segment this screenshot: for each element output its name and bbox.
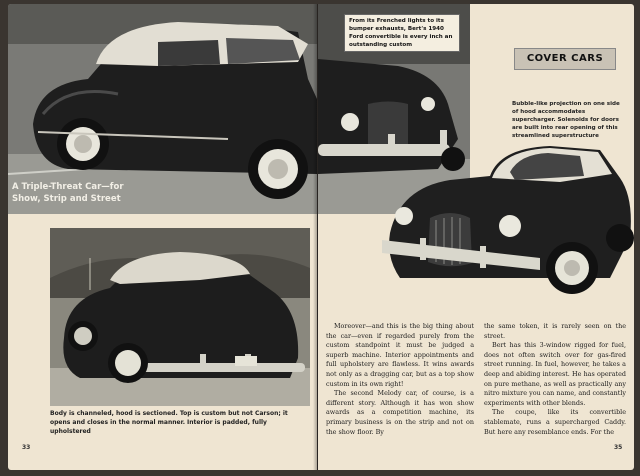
section-header: COVER CARS — [514, 48, 616, 70]
callout-side: Bubble-like projection on one side of hood accommodates supercharger. Solenoids for doors are built into rear opening of this streamlined superstructure — [512, 101, 620, 139]
photo-top-caption: A Triple-Threat Car—for Show, Strip and Street — [12, 182, 124, 204]
body-column-left — [326, 322, 474, 437]
right-page-number: 35 — [614, 444, 623, 451]
photo-convertible-rear — [50, 228, 310, 406]
rear-car-illustration — [50, 228, 310, 406]
photo-bottom-caption: Body is channeled, hood is sectioned. Top is custom but not Carson; it opens and closes in the normal manner. Interior is padded, fully upholstered — [50, 410, 288, 435]
right-page — [318, 4, 634, 470]
callout-top: From its Frenched lights to its bumper exhausts, Bert's 1940 Ford convertible is every inch an outstanding custom — [344, 14, 460, 52]
body-paragraph: Moreover—and this is the big thing about the car—even if regarded purely from the custom standpoint it must be judged a superb machine. Interior appointments and full upholstery are flawless. It wins awards not only as a dragging car, but as a top show custom in its own right! — [326, 322, 474, 388]
body-paragraph: The coupe, like its convertible stablemate, runs a supercharged Caddy. But here any resemblance ends. For the — [484, 408, 626, 436]
body-paragraph: Bert has this 3-window rigged for fuel, does not often switch over for gas-fired street running. In fuel, however, he takes a deep and abiding interest. He has operated on pure methane, as well as practically any nitro mixture you can name, and constantly experiments with other blends. — [484, 341, 626, 407]
coupe-illustration — [380, 138, 634, 308]
left-page-number: 33 — [22, 444, 31, 451]
photo-convertible-top — [8, 4, 317, 214]
body-column-right — [484, 322, 626, 437]
left-page — [8, 4, 317, 470]
body-paragraph: The second Melody car, of course, is a different story. Although it has won show awards as a competition machine, its primary business is on the strip and not on the show floor. By — [326, 389, 474, 436]
body-paragraph: the same token, it is rarely seen on the street. — [484, 322, 626, 340]
photo-coupe — [380, 138, 634, 308]
